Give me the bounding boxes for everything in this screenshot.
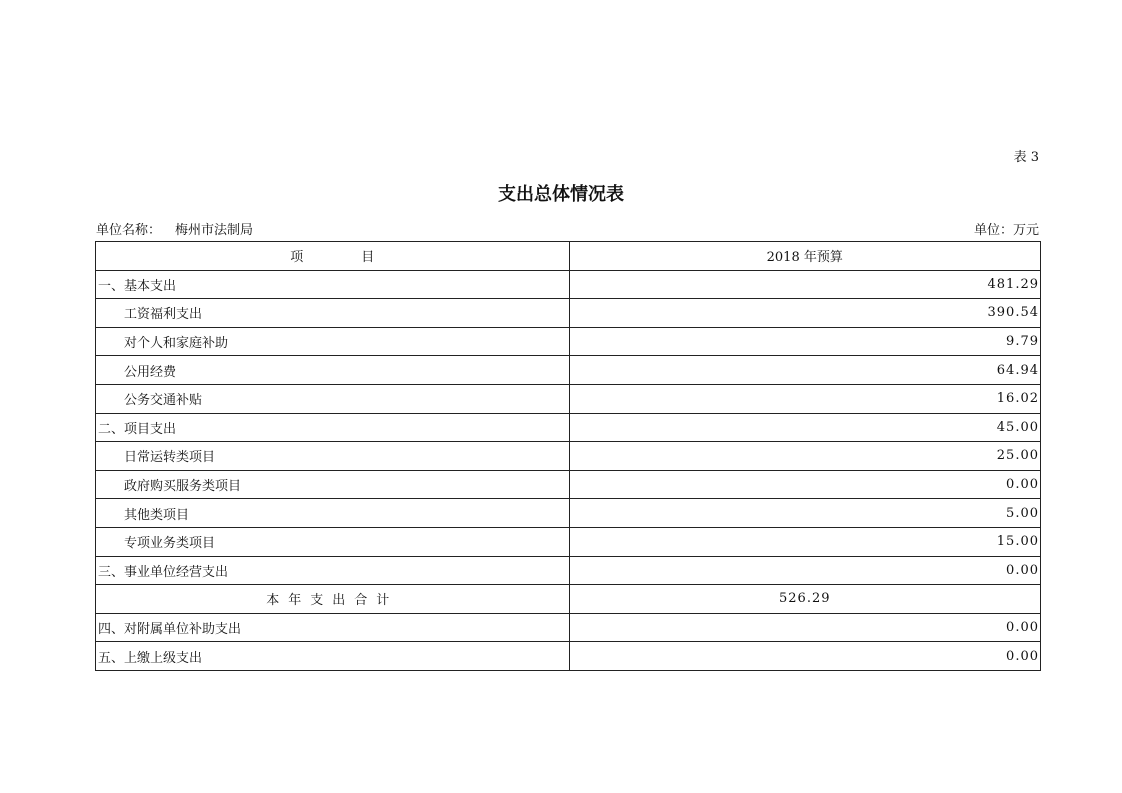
- total-label: 本年支出合计: [96, 585, 570, 614]
- table-number: 表 3: [1013, 150, 1039, 165]
- row-label: 五、上缴上级支出: [96, 642, 570, 671]
- unit-name: 梅州市法制局: [175, 223, 254, 238]
- row-label: 公用经费: [96, 356, 570, 385]
- row-label: 四、对附属单位补助支出: [96, 613, 570, 642]
- table-row: [96, 499, 1041, 528]
- row-label: 工资福利支出: [96, 299, 570, 328]
- table-row: [96, 613, 1041, 642]
- row-label: 其他类项目: [96, 499, 570, 528]
- unit-of-measure: 单位：万元: [973, 223, 1039, 238]
- row-value: 16.02: [569, 384, 1041, 413]
- total-row: [96, 585, 1041, 614]
- row-label: 一、基本支出: [96, 270, 570, 299]
- row-value: 15.00: [569, 527, 1041, 556]
- row-value: 45.00: [569, 413, 1041, 442]
- total-value: 526.29: [569, 585, 1041, 614]
- table-row: [96, 556, 1041, 585]
- table-row: [96, 384, 1041, 413]
- header-value: 2018 年预算: [569, 242, 1041, 271]
- row-value: 0.00: [569, 556, 1041, 585]
- row-label: 公务交通补贴: [96, 384, 570, 413]
- page-title: 支出总体情况表: [498, 184, 624, 205]
- row-label: 专项业务类项目: [96, 527, 570, 556]
- row-label: 三、事业单位经营支出: [96, 556, 570, 585]
- row-value: 0.00: [569, 642, 1041, 671]
- table-body: [96, 270, 1041, 670]
- row-value: 5.00: [569, 499, 1041, 528]
- row-value: 390.54: [569, 299, 1041, 328]
- row-value: 0.00: [569, 613, 1041, 642]
- header-item-b: 目: [361, 250, 375, 266]
- row-label: 政府购买服务类项目: [96, 470, 570, 499]
- header-item: [96, 242, 570, 271]
- table-row: [96, 642, 1041, 671]
- table-row: [96, 527, 1041, 556]
- table-row: [96, 270, 1041, 299]
- table-row: [96, 470, 1041, 499]
- row-label: 二、项目支出: [96, 413, 570, 442]
- row-label: 日常运转类项目: [96, 442, 570, 471]
- row-label: 对个人和家庭补助: [96, 327, 570, 356]
- row-value: 0.00: [569, 470, 1041, 499]
- unit-name-line: [96, 219, 253, 238]
- table-row: [96, 356, 1041, 385]
- table-row: [96, 413, 1041, 442]
- table-row: [96, 442, 1041, 471]
- unit-name-label: 单位名称：: [96, 223, 162, 238]
- row-value: 64.94: [569, 356, 1041, 385]
- table-header-row: [96, 242, 1041, 271]
- row-value: 25.00: [569, 442, 1041, 471]
- table-row: [96, 327, 1041, 356]
- header-item-a: 项: [290, 250, 304, 266]
- expenditure-table: [95, 241, 1041, 671]
- table-row: [96, 299, 1041, 328]
- row-value: 481.29: [569, 270, 1041, 299]
- row-value: 9.79: [569, 327, 1041, 356]
